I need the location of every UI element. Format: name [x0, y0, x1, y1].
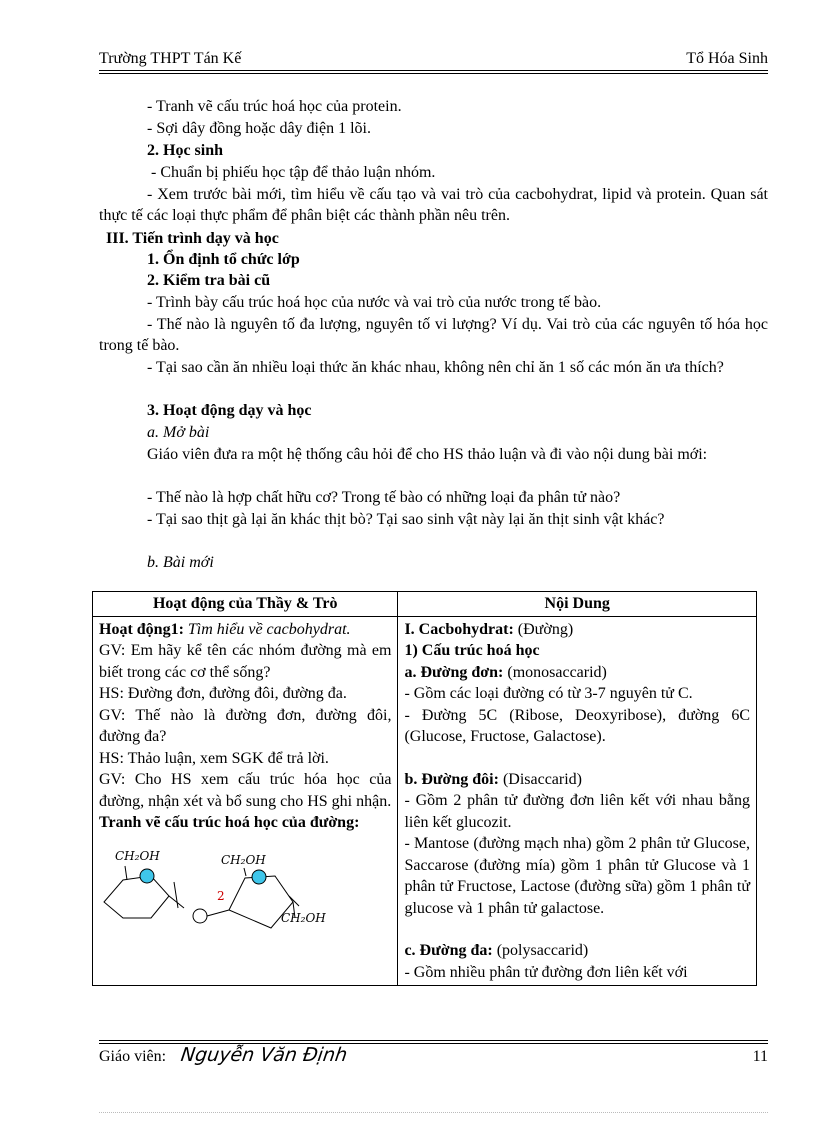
spacer [404, 748, 750, 769]
content-line: - Gồm nhiều phân tử đường đơn liên kết với [404, 963, 688, 981]
carbon-atom-icon [140, 869, 154, 883]
bottom-dotted-rule [99, 1112, 768, 1113]
spacer [404, 919, 750, 940]
text-paragraph: - Thế nào là nguyên tố đa lượng, nguyên tố vi lượng? Ví dụ. Vai trò của các nguyên tố hóa học trong tế bào. [99, 316, 768, 354]
page-footer [99, 1046, 768, 1072]
dialogue-line: HS: Đường đơn, đường đôi, đường đa. [99, 685, 347, 702]
text-paragraph: Giáo viên đưa ra một hệ thống câu hỏi để cho HS thảo luận và đi vào nội dung bài mới: [147, 446, 708, 463]
oxygen-atom-icon [193, 909, 207, 923]
content-line: - Mantose (đường mạch nha) gồm 2 phân tử Glucose, Saccarose (đường mía) gồm 1 phân tử Glucose và 1 phân tử Fructose, Lactose (đường sữa) gồm 1 phân tử glucose và 1 phân tử galactose. [404, 835, 750, 917]
content-line: - Đường 5C (Ribose, Deoxyribose), đường 6C (Glucose, Fructose, Galactose). [404, 706, 750, 745]
dialogue-line: GV: Thế nào là đường đơn, đường đôi, đường đa? [99, 706, 392, 745]
subheading-opening: a. Mở bài [147, 424, 210, 441]
text-paragraph: - Xem trước bài mới, tìm hiểu về cấu tạo và vai trò của cacbohydrat, lipid và protein. Quan sát thực tế các loại thực phẩm để phân biệt các thành phần nêu trên. [99, 186, 768, 224]
subheading-class-order: 1. Ổn định tổ chức lớp [147, 251, 300, 268]
section-heading-process: III. Tiến trình dạy và học [106, 230, 279, 247]
sugar-structure-diagram [99, 840, 379, 934]
table-header-row [93, 592, 757, 617]
text-line: - Sợi dây đồng hoặc dây điện 1 lõi. [147, 120, 371, 137]
text-line: - Thế nào là hợp chất hữu cơ? Trong tế bào có những loại đa phân tử nào? [147, 489, 621, 506]
poly-title: c. Đường đa: (polysaccarid) [404, 942, 589, 959]
lesson-table [92, 591, 757, 986]
text-paragraph: - Tại sao thịt gà lại ăn khác thịt bò? Tại sao sinh vật này lại ăn thịt sinh vật khác? [147, 511, 665, 528]
subheading-review: 2. Kiểm tra bài cũ [147, 272, 271, 289]
subsection-title: 1) Cấu trúc hoá học [404, 642, 540, 659]
subheading-new-lesson: b. Bài mới [147, 554, 214, 571]
teacher-signature: Nguyễn Văn Định [179, 1044, 349, 1066]
dialogue-line: GV: Em hãy kể tên các nhóm đường mà em biết trong các cơ thể sống? [99, 642, 392, 681]
ch2oh-label: CH₂OH [281, 910, 326, 925]
text-line: - Trình bày cấu trúc hoá học của nước và vai trò của nước trong tế bào. [147, 294, 602, 311]
ch2oh-label: CH₂OH [221, 852, 266, 867]
ch2oh-label: CH₂OH [115, 848, 160, 863]
header-rule [99, 70, 768, 71]
activity-cell [93, 616, 398, 986]
text-line: - Tranh vẽ cấu trúc hoá học của protein. [147, 98, 402, 115]
column-header-content: Nội Dung [398, 592, 757, 617]
school-name: Trường THPT Tán Kế [99, 50, 242, 67]
department-name: Tổ Hóa Sinh [686, 50, 768, 67]
page-number: 11 [752, 1048, 768, 1065]
footer-rule [99, 1040, 768, 1041]
text-paragraph: - Tại sao cần ăn nhiều loại thức ăn khác nhau, không nên chỉ ăn 1 số các món ăn ưa thích? [147, 359, 724, 376]
dialogue-line: GV: Cho HS xem cấu trúc hóa học của đường, nhận xét và bổ sung cho HS ghi nhận. [99, 771, 392, 810]
table-row [93, 616, 757, 986]
content-line: - Gồm 2 phân tử đường đơn liên kết với nhau bằng liên kết glucozit. [404, 792, 750, 831]
carbon-atom-icon [252, 870, 266, 884]
dialogue-line: HS: Thảo luận, xem SGK để trả lời. [99, 749, 329, 767]
di-title: b. Đường đôi: (Disaccarid) [404, 770, 582, 788]
activity-title: Hoạt động1: Tìm hiểu về cacbohydrat. [99, 620, 351, 638]
section-title: I. Cacbohydrat: (Đường) [404, 620, 574, 638]
drawing-title: Tranh vẽ cấu trúc hoá học của đường: [99, 814, 360, 831]
subheading-activities: 3. Hoạt động dạy và học [147, 402, 312, 419]
content-line: - Gồm các loại đường có từ 3-7 nguyên tử C. [404, 685, 693, 702]
mono-title: a. Đường đơn: (monosaccarid) [404, 663, 607, 681]
text-line: - Chuẩn bị phiếu học tập để thảo luận nhóm. [147, 164, 436, 181]
teacher-label: Giáo viên: [99, 1048, 167, 1065]
header-rule-2 [99, 73, 768, 74]
subheading-students: 2. Học sinh [147, 142, 224, 159]
page-header [99, 50, 768, 70]
bond-number: 2 [217, 888, 225, 903]
content-cell [398, 616, 757, 986]
column-header-activity: Hoạt động của Thầy & Trò [93, 592, 398, 617]
